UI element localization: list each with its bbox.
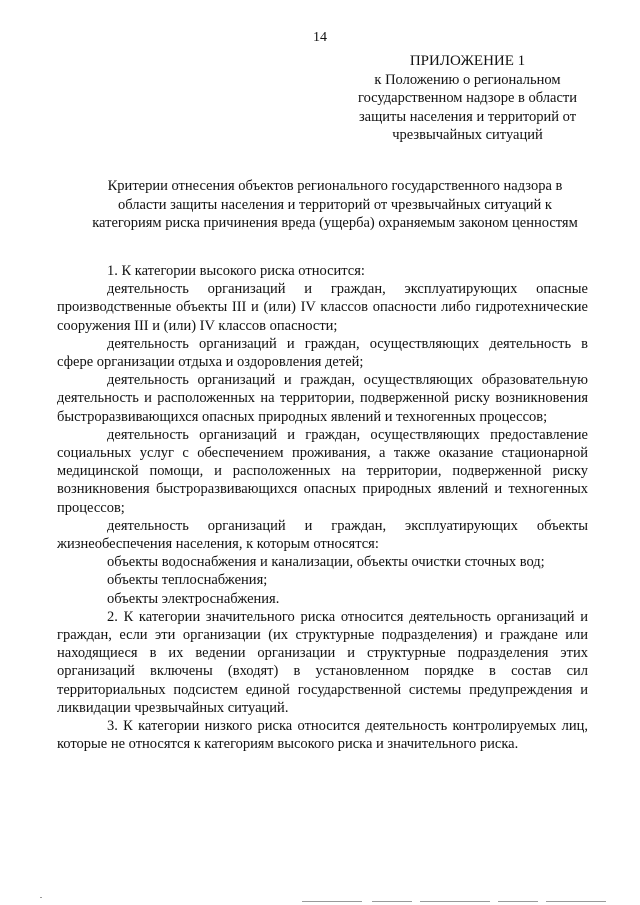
- scan-dot: [302, 901, 362, 902]
- document-title: [70, 177, 600, 233]
- appendix-line: государственном надзоре в области: [357, 90, 577, 106]
- page-number: 14: [313, 30, 327, 45]
- scan-artifact: [0, 893, 640, 905]
- scan-dot: [40, 897, 42, 898]
- paragraph: объекты водоснабжения и канализации, объекты очистки сточных вод;: [107, 554, 545, 571]
- paragraph: объекты теплоснабжения;: [107, 572, 268, 589]
- appendix-line: чрезвычайных ситуаций: [392, 127, 543, 143]
- paragraph-significant-risk: 2. К категории значительного риска относится деятельность организаций и граждан, если эти организации (их структурные подразделения) и граждане или находящиеся в их ведении организации и структурные подразделения этих организаций включены (входят) в установленном порядке в состав сил территориальных подсистем единой государственной системы предупреждения и ликвидации чрезвычайных ситуаций.: [57, 608, 588, 716]
- paragraph: деятельность организаций и граждан, осуществляющих образовательную деятельность и расположенных на территории, подверженной риску возникновения быстроразвивающихся опасных природных явлений и техногенных процессов;: [57, 372, 588, 425]
- paragraph-high-risk-heading: 1. К категории высокого риска относится:: [107, 263, 365, 279]
- appendix-line: защиты населения и территорий от: [358, 108, 577, 125]
- appendix-heading: ПРИЛОЖЕНИЕ 1: [409, 53, 526, 69]
- paragraph-low-risk: 3. К категории низкого риска относится деятельность контролируемых лиц, которые не относятся к категориям высокого риска и значительного риска.: [57, 718, 588, 753]
- scan-dot: [498, 901, 538, 902]
- scan-dot: [420, 901, 490, 902]
- paragraph: объекты электроснабжения.: [107, 590, 280, 607]
- document-body: [57, 262, 588, 753]
- paragraph: деятельность организаций и граждан, осуществляющих предоставление социальных услуг с обеспечением проживания, а также оказание стационарной медицинской помощи, и расположенных на территории, подверженной риску возникновения быстроразвивающихся опасных природных явлений и техногенных процессов;: [57, 426, 588, 516]
- paragraph: деятельность организаций и граждан, эксплуатирующих объекты жизнеобеспечения населения, к которым относятся:: [57, 517, 588, 553]
- title-line: области защиты населения и территорий от чрезвычайных ситуаций к: [118, 196, 552, 213]
- paragraph: деятельность организаций и граждан, эксплуатирующих опасные производственные объекты III и (или) IV классов опасности либо гидротехнические сооружения III и (или) IV классов опасности;: [57, 281, 588, 334]
- title-line: категориям риска причинения вреда (ущерба) охраняемым законом ценностям: [92, 215, 578, 231]
- appendix-line: к Положению о региональном: [374, 71, 561, 88]
- scan-dot: [546, 901, 606, 902]
- title-line: Критерии отнесения объектов регионального государственного надзора в: [107, 178, 563, 194]
- paragraph: деятельность организаций и граждан, осуществляющих деятельность в сфере организации отдыха и оздоровления детей;: [57, 335, 588, 371]
- appendix-block: [345, 52, 590, 145]
- scan-dot: [372, 901, 412, 902]
